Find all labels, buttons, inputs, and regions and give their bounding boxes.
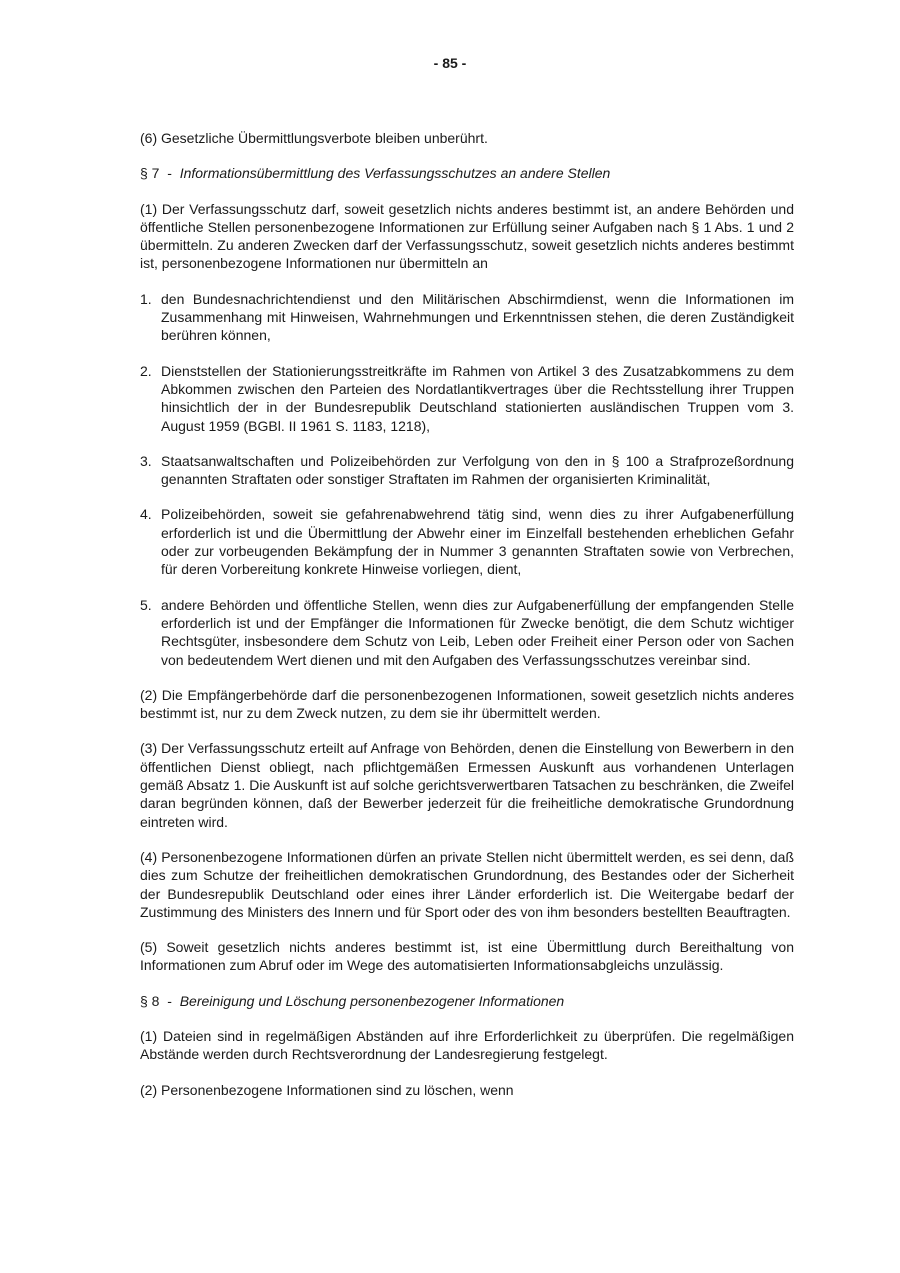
list-item-text: den Bundesnachrichtendienst und den Militärischen Abschirmdienst, wenn die Informationen im Zusammenhang mit Hinweisen, Wahrnehmungen und Erkenntnissen stehen, die deren Zuständigkeit berühren können, xyxy=(161,290,794,344)
recipient-list xyxy=(140,290,794,669)
list-item xyxy=(140,362,794,435)
list-item xyxy=(140,452,794,489)
section-7-paragraph-3: (3) Der Verfassungsschutz erteilt auf Anfrage von Behörden, denen die Einstellung von Bewerbern in den öffentlichen Dienst obliegt, nach pflichtgemäßen Ermessen Auskunft aus vorhandenen Unterlagen gemäß Absatz 1. Die Auskunft ist auf solche gerichtsverwertbaren Tatsachen zu beschränken, die Zweifel daran begründen können, daß der Bewerber jederzeit für die freiheitliche demokratische Grundordnung eintreten wird. xyxy=(140,740,794,830)
section-7-heading xyxy=(140,164,794,182)
list-item-number: 2. xyxy=(140,362,152,379)
list-item-number: 4. xyxy=(140,506,152,523)
list-item-text: andere Behörden und öffentliche Stellen, wenn dies zur Aufgabenerfüllung der empfangenden Stelle erforderlich ist und der Empfänger die Informationen für Zwecke benötigt, die dem Schutz wichtiger Rechtsgüter, insbesondere dem Schutz von Leib, Leben oder Freiheit einer Person oder von Sachen von bedeutendem Wert dienen und mit den Aufgaben des Verfassungsschutzes vereinbar sind. xyxy=(161,596,794,668)
section-7-paragraph-2: (2) Die Empfängerbehörde darf die personenbezogenen Informationen, soweit gesetzlich nichts anderes bestimmt ist, nur zu dem Zweck nutzen, zu dem sie ihr übermittelt werden. xyxy=(140,686,794,722)
section-7-separator: - xyxy=(167,165,172,182)
section-7-paragraph-1: (1) Der Verfassungsschutz darf, soweit gesetzlich nichts anderes bestimmt ist, an andere Behörden und öffentliche Stellen personenbezogene Informationen zur Erfüllung seiner Aufgaben nach § 1 Abs. 1 und 2 übermitteln. Zu anderen Zwecken darf der Verfassungsschutz, soweit gesetzlich nichts anderes bestimmt ist, personenbezogene Informationen nur übermitteln an xyxy=(140,200,794,272)
section-7-title: Informationsübermittlung des Verfassungsschutzes an andere Stellen xyxy=(179,165,611,182)
section-8-heading xyxy=(140,992,794,1010)
list-item-number: 5. xyxy=(140,596,152,613)
section-8-separator: - xyxy=(167,992,172,1009)
section-8-paragraph-2: (2) Personenbezogene Informationen sind zu löschen, wenn xyxy=(140,1081,514,1098)
section-8-paragraph-1: (1) Dateien sind in regelmäßigen Abständen auf ihre Erforderlichkeit zu überprüfen. Die regelmäßigen Abstände werden durch Rechtsverordnung der Landesregierung festgelegt. xyxy=(140,1027,794,1063)
paragraph-6: (6) Gesetzliche Übermittlungsverbote bleiben unberührt. xyxy=(140,130,488,146)
section-8-title: Bereinigung und Löschung personenbezogener Informationen xyxy=(179,992,565,1009)
section-8-number: § 8 xyxy=(140,992,160,1009)
page-body xyxy=(140,129,794,1116)
list-item-number: 3. xyxy=(140,452,152,469)
section-7-number: § 7 xyxy=(140,165,160,182)
list-item-number: 1. xyxy=(140,290,152,307)
list-item-text: Staatsanwaltschaften und Polizeibehörden zur Verfolgung von den in § 100 a Strafprozeßordnung genannten Straftaten oder sonstiger Straftaten im Rahmen der organisierten Kriminalität, xyxy=(161,452,794,488)
section-7-paragraph-4: (4) Personenbezogene Informationen dürfen an private Stellen nicht übermittelt werden, es sei denn, daß dies zum Schutze der freiheitlichen demokratischen Grundordnung, des Bestandes oder der Sicherheit der Bundesrepublik Deutschland oder eines ihrer Länder erforderlich ist. Die Weitergabe bedarf der Zustimmung des Ministers des Innern und für Sport oder des von ihm besonders bestellten Beauftragten. xyxy=(140,848,794,920)
list-item-text: Polizeibehörden, soweit sie gefahrenabwehrend tätig sind, wenn dies zu ihrer Aufgabenerfüllung erforderlich ist und die Übermittlung der Abwehr einer im Einzelfall bestehenden erheblichen Gefahr oder zur vorbeugenden Bekämpfung der in Nummer 3 genannten Straftaten sowie von Verbrechen, für deren Vorbereitung konkrete Hinweise vorliegen, dient, xyxy=(161,506,794,578)
list-item-text: Dienststellen der Stationierungsstreitkräfte im Rahmen von Artikel 3 des Zusatzabkommens zu dem Abkommen zwischen den Parteien des Nordatlantikvertrages über die Rechtsstellung ihrer Truppen hinsichtlich der in der Bundesrepublik Deutschland stationierten ausländischen Truppen vom 3. August 1959 (BGBl. II 1961 S. 1183, 1218), xyxy=(161,362,794,434)
section-7-paragraph-5: (5) Soweit gesetzlich nichts anderes bestimmt ist, ist eine Übermittlung durch Bereithaltung von Informationen zum Abruf oder im Wege des automatisierten Informationsabgleichs unzulässig. xyxy=(140,939,794,974)
list-item xyxy=(140,290,794,345)
list-item xyxy=(140,596,794,669)
list-item xyxy=(140,505,794,578)
page-number: - 85 - xyxy=(433,55,467,71)
